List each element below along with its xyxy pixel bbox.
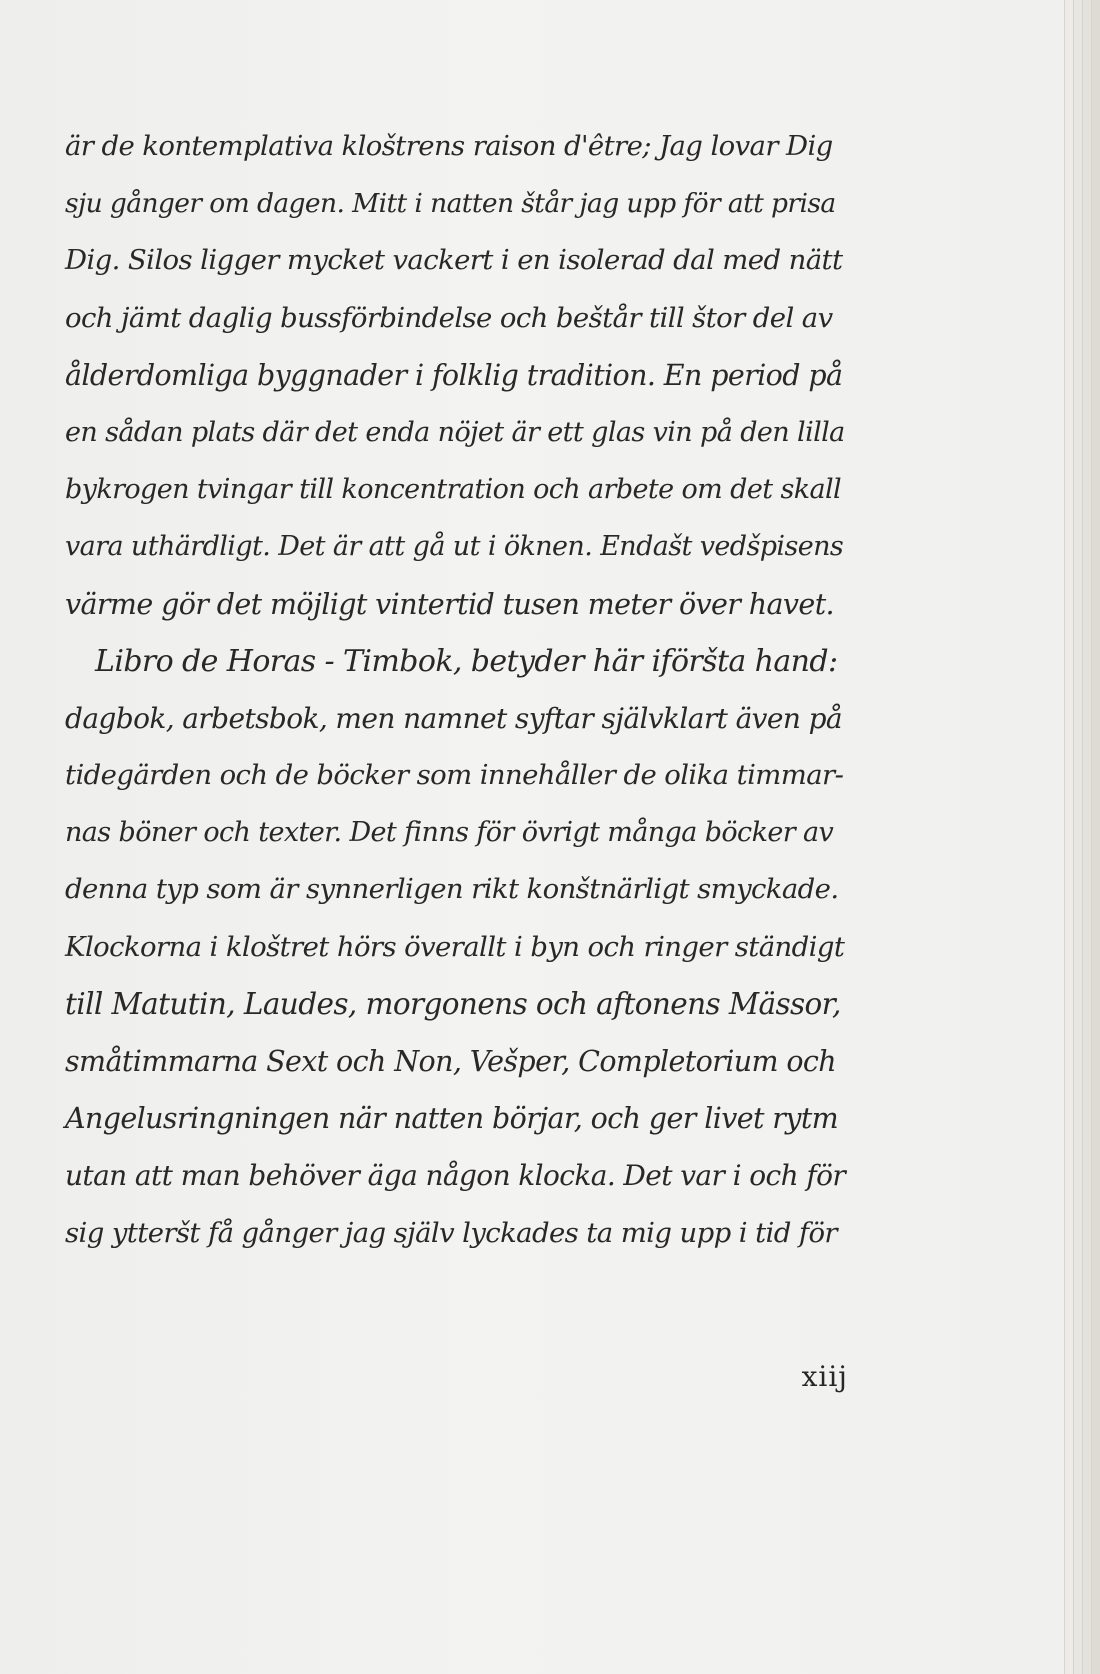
page-edge bbox=[1082, 0, 1091, 1674]
text-line-1: är de kontemplativa kloštrens raison d'être; Jag lovar Dig bbox=[65, 130, 833, 162]
text-line-13: nas böner och texter. Det finns för övrigt många böcker av bbox=[65, 817, 834, 849]
text-line-3: Dig. Silos ligger mycket vackert i en isolerad dal med nätt bbox=[65, 244, 843, 277]
page-edge bbox=[1064, 0, 1073, 1674]
page-edge bbox=[1073, 0, 1082, 1674]
text-line-14: denna typ som är synnerligen rikt konštnärligt smyckade. bbox=[65, 873, 839, 906]
text-line-9: värme gör det möjligt vintertid tusen meter över havet. bbox=[65, 587, 835, 621]
text-line-20: sig ytteršt få gånger jag själv lyckades ta mig upp i tid för bbox=[65, 1216, 837, 1249]
page-edge bbox=[1091, 0, 1100, 1674]
text-line-8: vara uthärdligt. Det är att gå ut i öknen. Endašt vedšpisens bbox=[65, 531, 844, 563]
text-line-18: Angelusringningen när natten börjar, och ger livet rytm bbox=[65, 1102, 839, 1136]
text-line-15: Klockorna i kloštret hörs överallt i byn och ringer ständigt bbox=[65, 930, 845, 963]
text-line-2: sju gånger om dagen. Mitt i natten štår jag upp för att prisa bbox=[65, 188, 836, 220]
text-line-10: Libro de Horas - Timbok, betyder här iföršta hand: bbox=[95, 643, 838, 679]
body-text bbox=[65, 118, 845, 1262]
text-line-12: tidegärden och de böcker som innehåller de olika timmar- bbox=[65, 759, 844, 792]
text-line-17: småtimmarna Sext och Non, Vešper, Completorium och bbox=[65, 1045, 837, 1078]
text-line-19: utan att man behöver äga någon klocka. Det var i och för bbox=[65, 1159, 846, 1193]
text-line-11: dagbok, arbetsbok, men namnet syftar självklart även på bbox=[65, 701, 843, 735]
text-line-16: till Matutin, Laudes, morgonens och aftonens Mässor, bbox=[65, 986, 841, 1021]
page-number: xiij bbox=[801, 1360, 848, 1393]
text-line-5: ålderdomliga byggnader i folklig tradition. En period på bbox=[65, 358, 843, 392]
text-line-4: och jämt daglig bussförbindelse och beštår till štor del av bbox=[65, 301, 833, 334]
text-line-6: en sådan plats där det enda nöjet är ett glas vin på den lilla bbox=[65, 416, 845, 448]
text-line-7: bykrogen tvingar till koncentration och arbete om det skall bbox=[65, 474, 842, 506]
